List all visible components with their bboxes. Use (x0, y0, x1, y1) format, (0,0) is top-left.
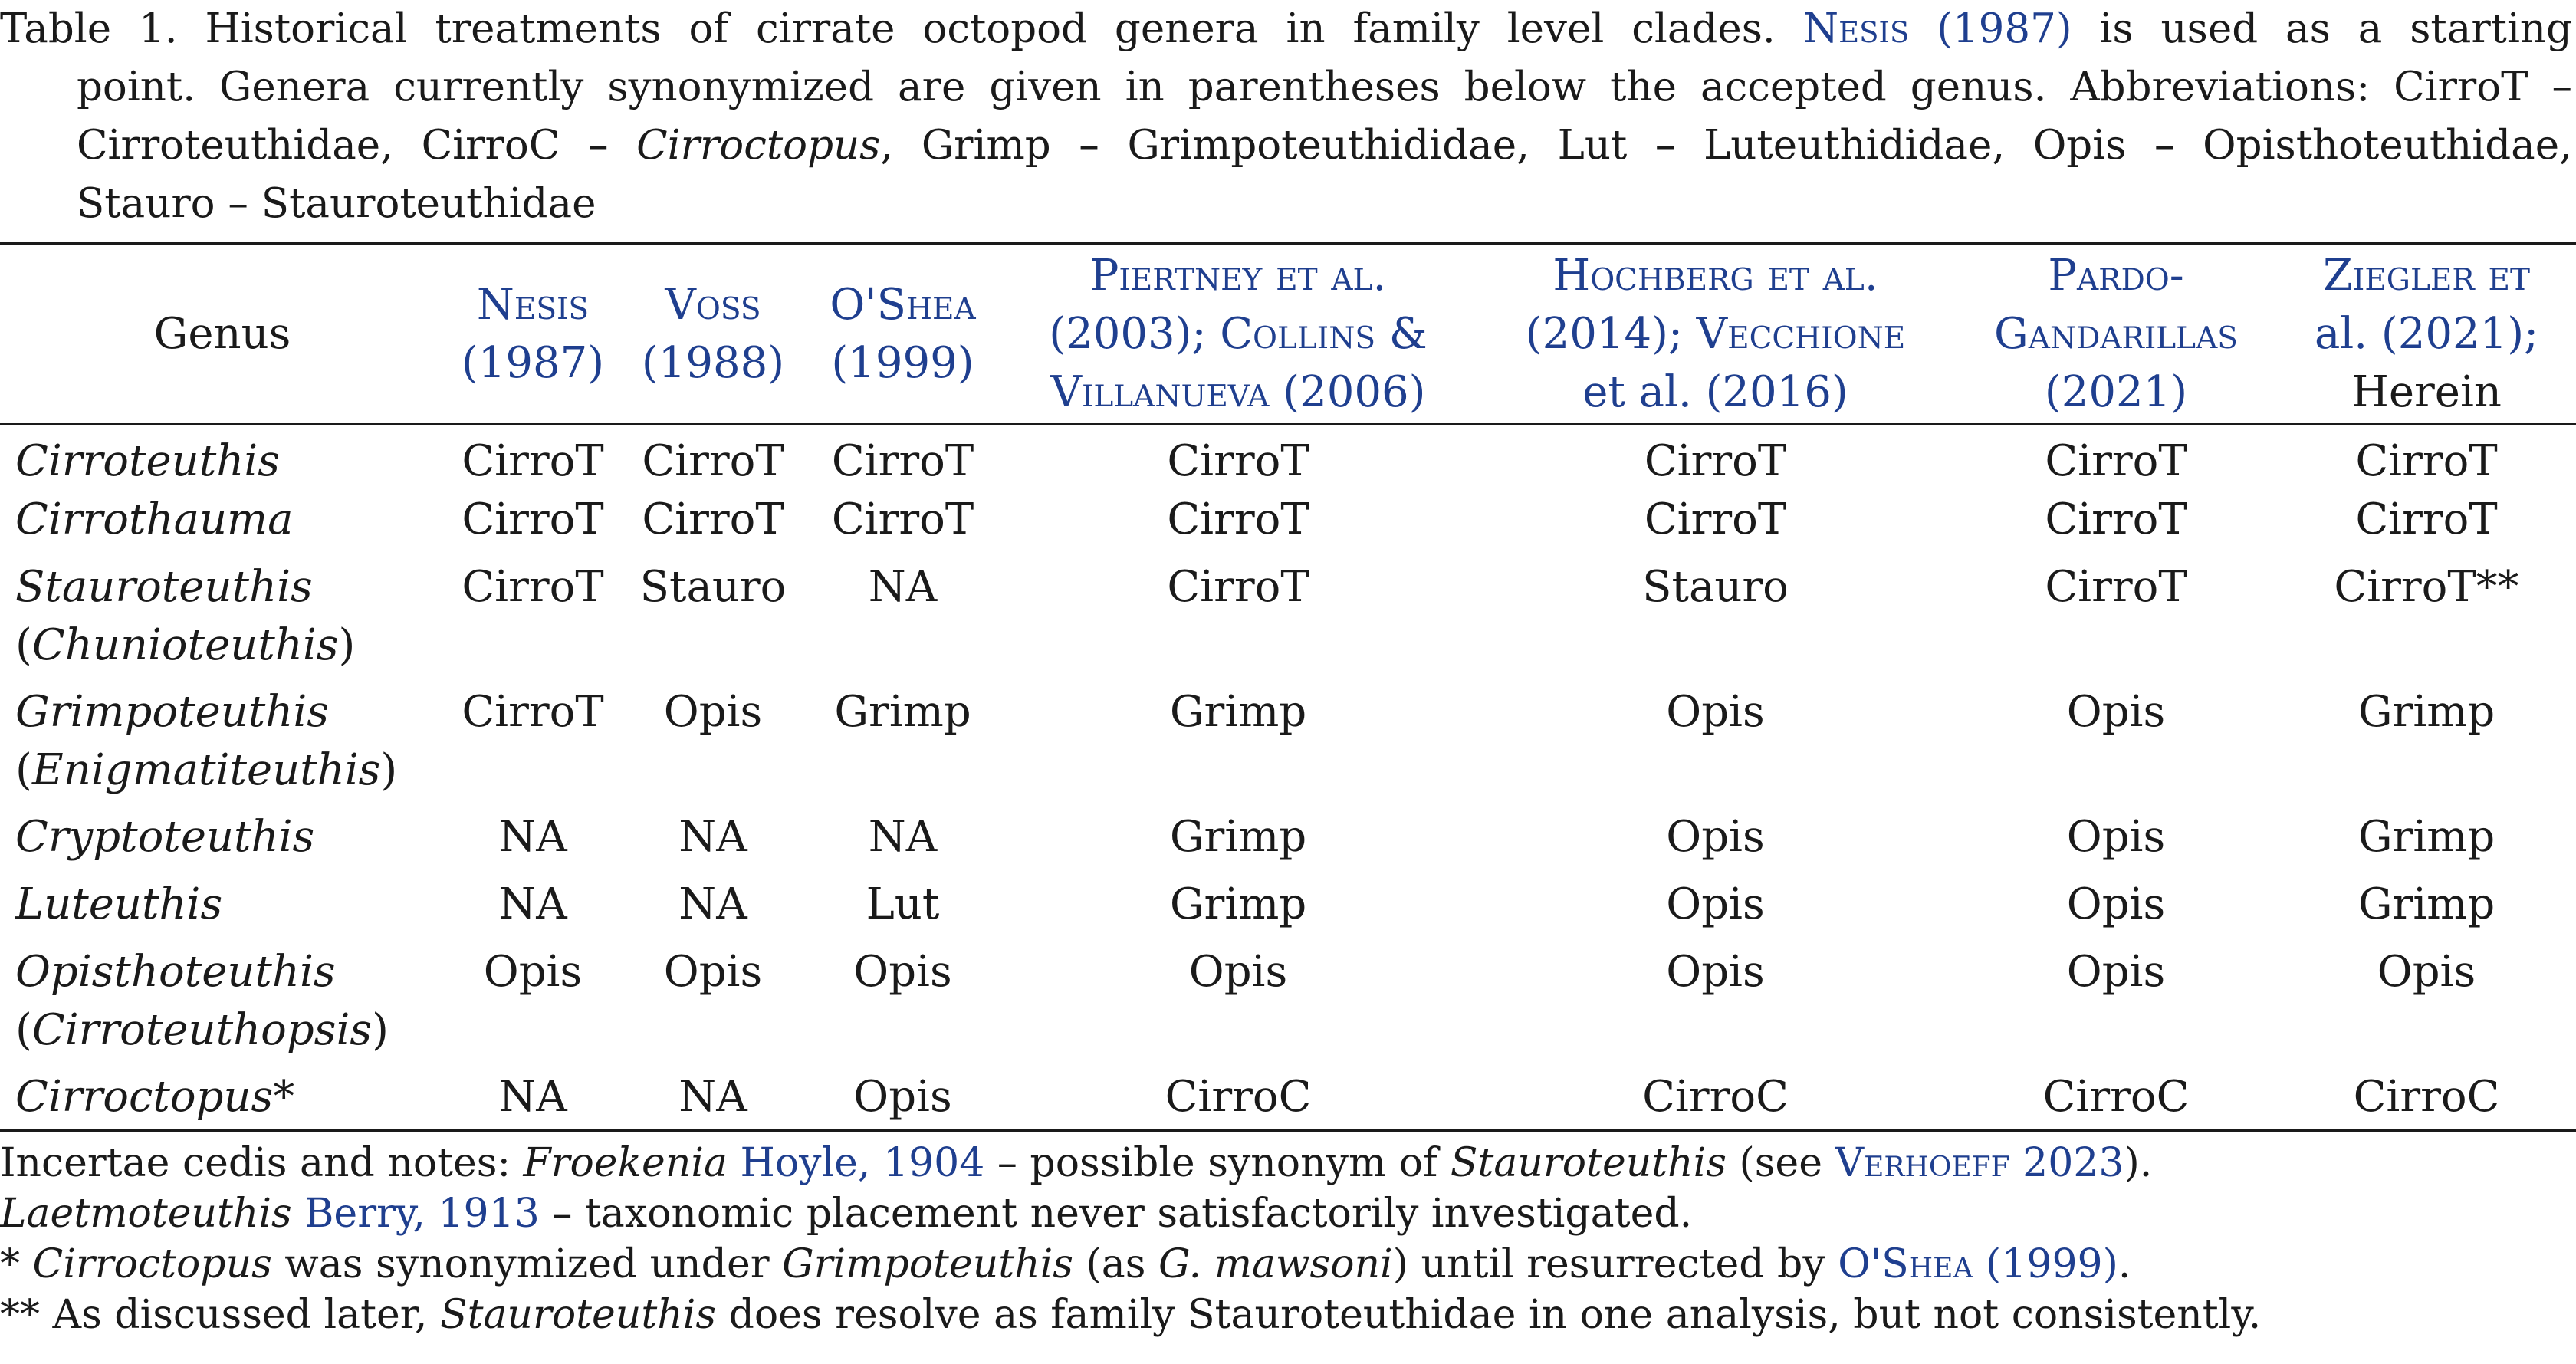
value-cell: CirroT (642, 436, 784, 486)
value-cell: NA (498, 1072, 567, 1122)
genus-cell: Cirroctopus* (15, 1072, 295, 1122)
note-laetmoteuthis: Laetmoteuthis Berry, 1913 – taxonomic placement never satisfactorily investigated. (0, 1191, 1693, 1237)
value-cell: Lut (866, 879, 940, 929)
value-cell: CirroT (1167, 495, 1309, 544)
table-row (0, 943, 2576, 1068)
genus-cell: Cryptoteuthis (15, 812, 315, 862)
genus-cell: Opisthoteuthis (Cirroteuthopsis) (15, 947, 389, 1055)
value-cell: Opis (2066, 879, 2166, 929)
table-row (0, 1068, 2576, 1134)
value-cell: Opis (663, 947, 763, 997)
caption-line-3 (0, 117, 2572, 175)
genus-cell: Grimpoteuthis (Enigmatiteuthis) (15, 687, 398, 795)
value-cell: CirroT (1644, 495, 1787, 544)
value-cell: Opis (853, 947, 952, 997)
header-piertney-collins[interactable]: Piertney et al. (2003); Collins & Villanueva (2006) (1049, 251, 1428, 417)
caption-genus-italic: Cirroctopus (636, 122, 881, 169)
ref-hoyle-1904-link[interactable]: Hoyle, 1904 (740, 1140, 985, 1186)
value-cell: CirroC (1165, 1072, 1312, 1122)
table-row (0, 491, 2576, 558)
table-row (0, 876, 2576, 943)
header-hochberg-vecchione[interactable]: Hochberg et al. (2014); Vecchione et al. (2016) (1525, 251, 1906, 417)
value-cell: Stauro (639, 562, 787, 612)
value-cell: CirroT (2045, 562, 2187, 612)
value-cell: CirroT (2355, 436, 2498, 486)
value-cell: Grimp (2358, 812, 2496, 862)
note-double-asterisk: ** As discussed later, Stauroteuthis does resolve as family Stauroteuthidae in one analysis, but not consistently. (0, 1292, 2262, 1338)
value-cell: Opis (1666, 687, 1765, 737)
value-cell: NA (498, 812, 567, 862)
table-header-row (0, 245, 2576, 423)
value-cell: CirroT (462, 495, 604, 544)
genus-cell: Stauroteuthis (Chunioteuthis) (15, 562, 356, 670)
genus-cell: Cirrothauma (15, 495, 294, 544)
caption-line-4 (0, 175, 2572, 233)
caption-text: , Grimp – Grimpoteuthididae, Lut – Luteuthididae, Opis – Opisthoteuthidae, (880, 122, 2572, 169)
genus-cell: Cirroteuthis (15, 436, 280, 486)
value-cell: NA (678, 812, 748, 862)
value-cell: Opis (663, 687, 763, 737)
value-cell: Opis (1666, 879, 1765, 929)
value-cell: CirroT (462, 687, 604, 737)
value-cell: Grimp (1169, 812, 1307, 862)
caption-label: Table 1. (0, 5, 178, 52)
value-cell: Stauro (1642, 562, 1789, 612)
value-cell: CirroT (462, 436, 604, 486)
note-incertae-sedis: Incertae cedis and notes: Froekenia Hoyle, 1904 – possible synonym of Stauroteuthis (see Verhoeff 2023). (0, 1140, 2153, 1186)
genus-cell: Luteuthis (15, 879, 223, 929)
value-cell: Opis (483, 947, 583, 997)
value-cell: CirroC (1642, 1072, 1789, 1122)
caption-text: is used as a starting (2099, 5, 2572, 52)
table-caption (0, 0, 2572, 233)
value-cell: Grimp (1169, 687, 1307, 737)
value-cell: CirroT (2355, 495, 2498, 544)
value-cell: CirroT (2045, 495, 2187, 544)
value-cell: CirroT (831, 436, 974, 486)
header-ziegler-herein[interactable]: Ziegler et al. (2021); Herein (2315, 251, 2538, 417)
header-genus: Genus (153, 309, 291, 359)
table-top-rule (0, 242, 2576, 245)
caption-text: point. Genera currently synonymized are given in parentheses below the accepted genus. Abbreviations: CirroT – (77, 64, 2572, 110)
value-cell: NA (678, 879, 748, 929)
table-row (0, 423, 2576, 491)
value-cell: Opis (2066, 947, 2166, 997)
ref-oshea-1999-link[interactable]: O'Shea (1999) (1838, 1241, 2118, 1287)
header-oshea[interactable]: O'Shea (1999) (830, 280, 976, 388)
value-cell: Grimp (2358, 879, 2496, 929)
table-row (0, 808, 2576, 876)
table-row (0, 558, 2576, 683)
value-cell: NA (868, 562, 938, 612)
value-cell: Grimp (834, 687, 971, 737)
value-cell: Opis (853, 1072, 952, 1122)
table-row (0, 683, 2576, 808)
value-cell: Opis (2066, 687, 2166, 737)
value-cell: CirroT (642, 495, 784, 544)
caption-text: Stauro – Stauroteuthidae (77, 180, 596, 227)
header-nesis[interactable]: Nesis (1987) (461, 280, 605, 388)
header-pardo-gandarillas[interactable]: Pardo- Gandarillas (2021) (1994, 251, 2238, 417)
value-cell: Opis (2066, 812, 2166, 862)
value-cell: NA (498, 879, 567, 929)
ref-nesis-1987-link[interactable]: Nesis (1987) (1802, 5, 2072, 52)
value-cell: CirroT (1644, 436, 1787, 486)
ref-verhoeff-2023-link[interactable]: Verhoeff 2023 (1835, 1140, 2124, 1186)
value-cell: Opis (1188, 947, 1288, 997)
value-cell: CirroT (831, 495, 974, 544)
value-cell: NA (678, 1072, 748, 1122)
value-cell: Grimp (1169, 879, 1307, 929)
value-cell: CirroC (2042, 1072, 2190, 1122)
value-cell: CirroT (1167, 562, 1309, 612)
caption-line-2 (0, 58, 2572, 117)
genera-table (0, 245, 2576, 1134)
table-notes (0, 1138, 2576, 1340)
value-cell: Opis (2377, 947, 2476, 997)
value-cell: CirroT (2045, 436, 2187, 486)
value-cell: CirroT (462, 562, 604, 612)
caption-text: Historical treatments of cirrate octopod genera in family level clades. (205, 5, 1776, 52)
value-cell: Opis (1666, 947, 1765, 997)
note-single-asterisk: * Cirroctopus was synonymized under Grimpoteuthis (as G. mawsoni) until resurrected by O'Shea (1999). (0, 1241, 2131, 1287)
caption-line-1 (0, 0, 2572, 58)
value-cell: CirroT** (2334, 562, 2519, 612)
value-cell: CirroT (1167, 436, 1309, 486)
caption-text: Cirroteuthidae, CirroC – (77, 122, 609, 169)
ref-berry-1913-link[interactable]: Berry, 1913 (304, 1191, 540, 1237)
value-cell: CirroC (2353, 1072, 2500, 1122)
header-voss[interactable]: Voss (1988) (641, 280, 785, 388)
value-cell: Opis (1666, 812, 1765, 862)
value-cell: Grimp (2358, 687, 2496, 737)
value-cell: NA (868, 812, 938, 862)
